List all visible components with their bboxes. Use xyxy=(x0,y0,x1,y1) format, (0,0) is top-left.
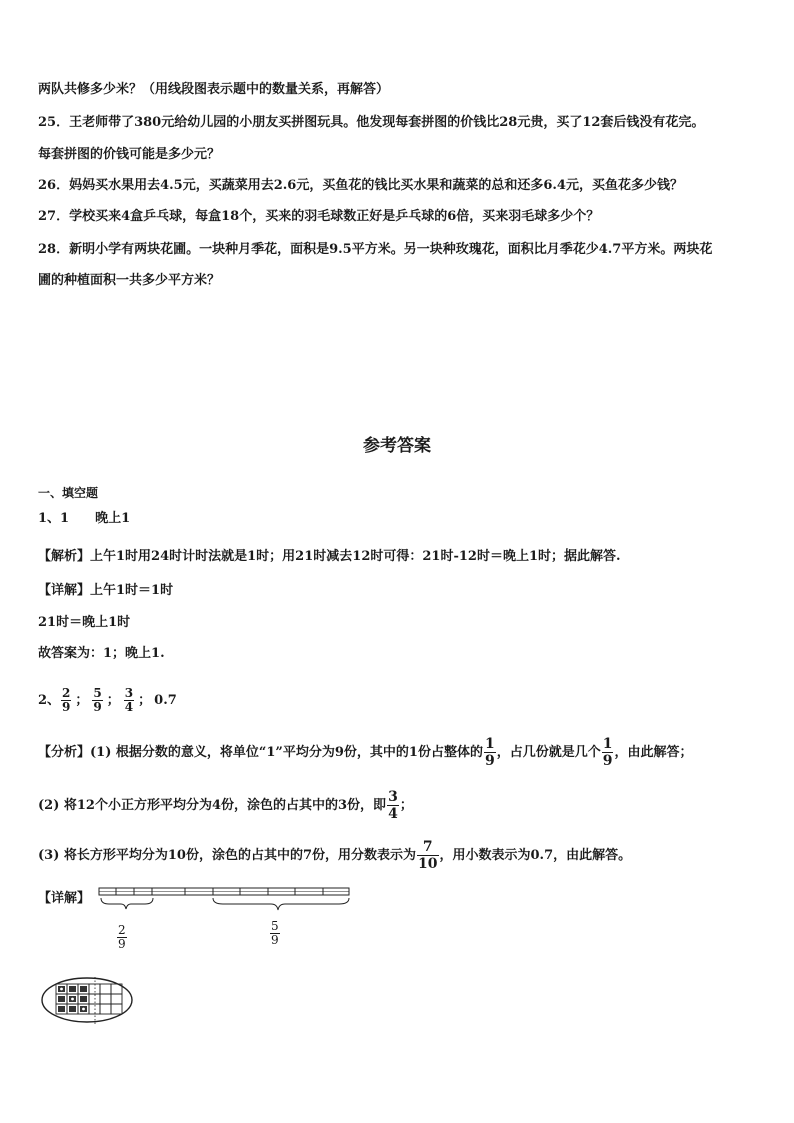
segment-bar-figure xyxy=(95,884,355,914)
answer-1-num: 1、1 xyxy=(38,511,70,526)
question-25-line1: 25．王老师带了380元给幼儿园的小朋友买拼图玩具。他发现每套拼图的价钱比28元贵，买了12套后钱没有花完。 xyxy=(38,115,705,130)
figure-fraction-b: $\frac{5}{9}$ xyxy=(271,919,279,947)
question-28-line1: 28．新明小学有两块花圃。一块种月季花，面积是9.5平方米。另一块种玫瑰花，面积比月季花少4.7平方米。两块花 xyxy=(38,242,713,257)
answer-2-analysis-3: (3) 将长方形平均分为10份，涂色的占其中的7份，用分数表示为 $\frac{7}{10}$ ，用小数表示为0.7，由此解答。 xyxy=(38,839,632,872)
fraction: $\frac{5}{9}$ xyxy=(93,686,102,714)
oval-grid-figure xyxy=(40,976,136,1026)
answer-1-conclusion: 故答案为：1；晚上1. xyxy=(38,646,165,661)
question-28-line2: 圃的种植面积一共多少平方米？ xyxy=(38,273,221,288)
answer-2-analysis-1: 【分析】(1) 根据分数的意义，将单位“1”平均分为9份，其中的1份占整体的 $\frac{1}{9}$ ，占几份就是几个 $\frac{1}{9}$ ，由此解答； xyxy=(38,736,693,769)
answer-2: 2、 $\frac{2}{9}$ ； $\frac{5}{9}$ ； $\frac{3}{4}$ ； 0.7 xyxy=(38,686,177,714)
answer-1-detail-1: 【详解】上午1时＝1时 xyxy=(38,583,174,598)
figure-fraction-a: $\frac{2}{9}$ xyxy=(118,923,126,951)
answer-2-analysis-2: (2) 将12个小正方形平均分为4份，涂色的占其中的3份，即 $\frac{3}{4}$ ； xyxy=(38,789,413,822)
answer-2-num: 2、 xyxy=(38,693,61,708)
fraction: $\frac{2}{9}$ xyxy=(62,686,71,714)
answer-1-detail-2: 21时＝晚上1时 xyxy=(38,615,131,630)
answer-1 xyxy=(38,510,130,528)
fraction: $\frac{1}{9}$ xyxy=(484,736,495,769)
section-heading: 一、填空题 xyxy=(38,486,99,500)
answer-2-decimal: 0.7 xyxy=(154,693,177,708)
answers-title: 参考答案 xyxy=(363,436,431,456)
question-25-line2: 每套拼图的价钱可能是多少元？ xyxy=(38,147,221,162)
fraction: $\frac{3}{4}$ xyxy=(124,686,134,714)
answer-1-second: 晚上1 xyxy=(95,511,131,526)
fraction: $\frac{3}{4}$ xyxy=(388,789,398,822)
answer-2-detail-label: 【详解】 xyxy=(38,891,91,906)
fraction: $\frac{7}{10}$ xyxy=(418,839,438,872)
question-27: 27．学校买来4盒乒乓球，每盒18个，买来的羽毛球数正好是乒乓球的6倍，买来羽毛球多少个？ xyxy=(38,209,600,224)
question-26: 26．妈妈买水果用去4.5元，买蔬菜用去2.6元，买鱼花的钱比买水果和蔬菜的总和还多6.4元，买鱼花多少钱？ xyxy=(38,178,683,193)
question-24-tail: 两队共修多少米？（用线段图表示题中的数量关系，再解答） xyxy=(38,82,390,97)
fraction: $\frac{1}{9}$ xyxy=(602,736,613,769)
answer-1-analysis: 【解析】上午1时用24时计时法就是1时；用21时减去12时可得：21时-12时＝晚上1时；据此解答. xyxy=(38,549,621,564)
